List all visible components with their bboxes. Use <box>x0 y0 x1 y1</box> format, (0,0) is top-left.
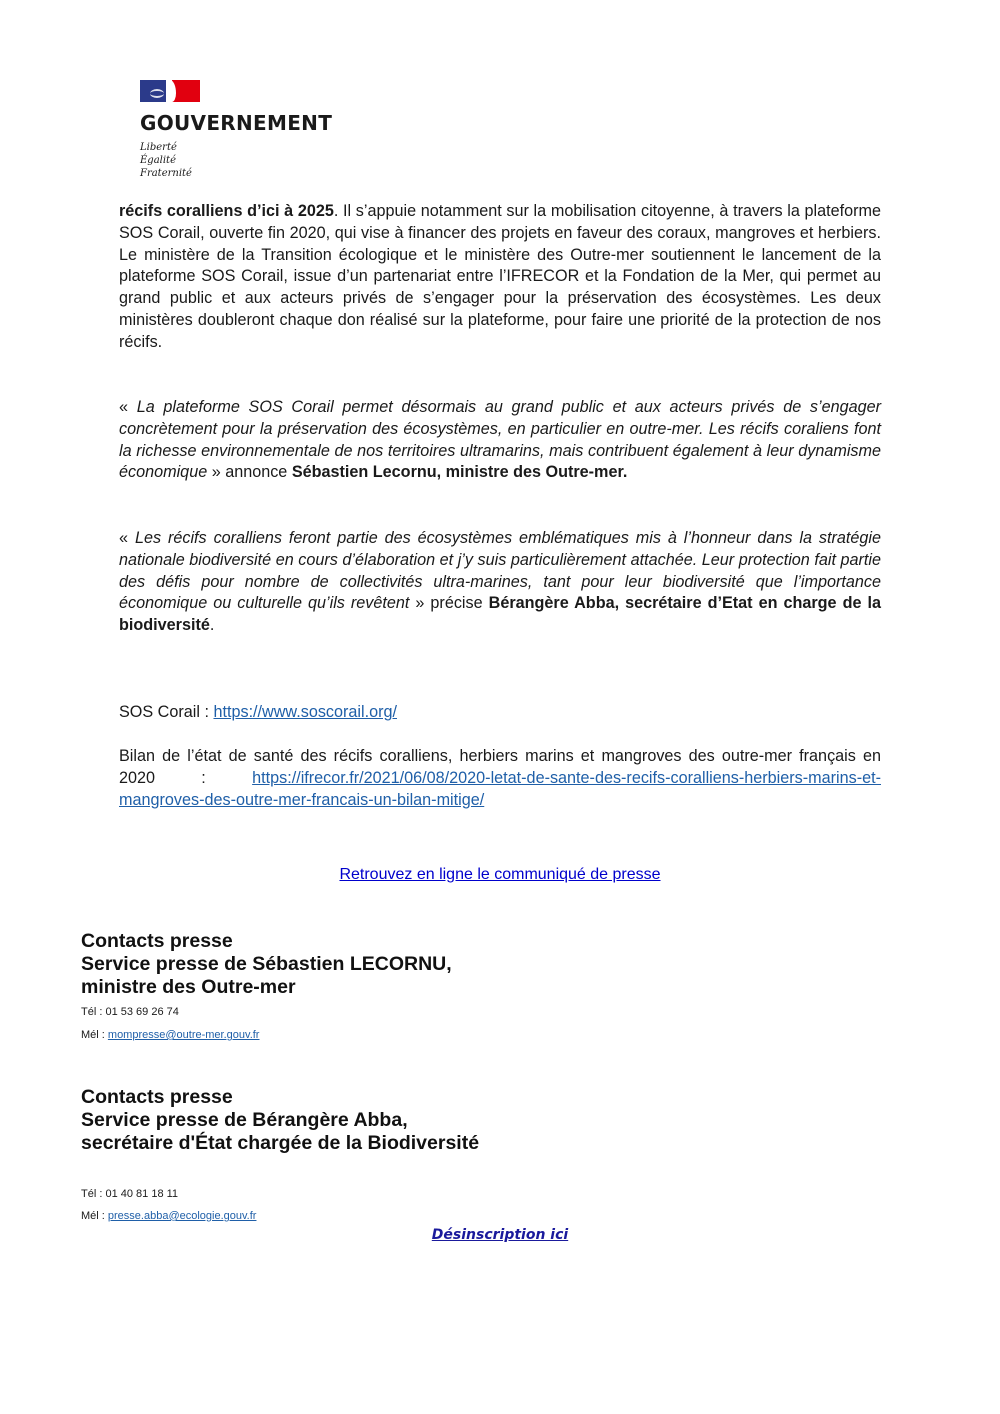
soscorail-link[interactable]: https://www.soscorail.org/ <box>213 703 397 721</box>
contact-phone-lecornu: Tél : 01 53 69 26 74 <box>81 1006 179 1018</box>
quote-abba: « Les récifs coralliens feront partie des écosystèmes emblématiques mis à l’honneur dans la stratégie nationale biodiversité en cours d’élaboration et j’y suis particulièrement attachée. Leur protection fait partie des défis pour nombre de collectivités ultra-marines, tant pour leur biodiversité que l’importance économique ou culturelle qu’ils revêtent » précise Bérangère Abba, secrétaire d’Etat en charge de la biodiversité. <box>119 529 881 635</box>
bilan-line: Bilan de l’état de santé des récifs coralliens, herbiers marins et mangroves des outre-mer français en 2020 : https://ifrecor.fr/2021/06/08/2020-letat-de-sante-des-recifs-coralliens-herbiers-marins-et-mangroves-des-outre-mer-francais-un-bilan-mitige/ <box>119 747 881 809</box>
republic-motto: Liberté Égalité Fraternité <box>140 142 192 179</box>
contact-email-lecornu: Mél : mompresse@outre-mer.gouv.fr <box>81 1029 260 1041</box>
email-link-abba[interactable]: presse.abba@ecologie.gouv.fr <box>107 1210 257 1222</box>
contact-heading-abba: Contacts presse Service presse de Bérangère Abba, secrétaire d'État chargée de la Biodiversité <box>81 1086 480 1154</box>
online-press-release <box>0 866 1000 884</box>
quote-lecornu: « La plateforme SOS Corail permet désormais au grand public et aux acteurs privés de s’engager concrètement pour la préservation des écosystèmes, en particulier en outre-mer. Les récifs coraliens font la richesse environnementale de nos territoires ultramarins, mais contribuent également à leur dynamisme économique » annonce Sébastien Lecornu, ministre des Outre-mer. <box>119 398 881 482</box>
ifrecor-bilan-link[interactable]: https://ifrecor.fr/2021/06/08/2020-letat-de-sante-des-recifs-coralliens-herbiers-marins-et-mangroves-des-outre-mer-francais-un-bilan-mitige/ <box>119 768 881 809</box>
sos-corail-line: SOS Corail : https://www.soscorail.org/ <box>119 703 397 721</box>
contact-heading-lecornu: Contacts presse Service presse de Sébastien LECORNU, ministre des Outre-mer <box>81 930 452 998</box>
logo-title: GOUVERNEMENT <box>140 111 333 135</box>
email-link-lecornu[interactable]: mompresse@outre-mer.gouv.fr <box>107 1029 260 1041</box>
unsubscribe <box>0 1227 1000 1243</box>
speaker-abba: Bérangère Abba, secrétaire d’Etat en charge de la biodiversité <box>119 594 881 635</box>
intro-paragraph: récifs coralliens d’ici à 2025. Il s’appuie notamment sur la mobilisation citoyenne, à travers la plateforme SOS Corail, ouverte fin 2020, qui vise à financer des projets en faveur des coraux, mangroves et herbiers. Le ministère de la Transition écologique et le ministère des Outre-mer soutiennent le lancement de la plateforme SOS Corail, issue d’un partenariat entre l’IFRECOR et la Fondation de la Mer, qui permet au grand public et aux acteurs privés de s’engager pour la préservation des écosystèmes. Les deux ministères doubleront chaque don réalisé sur la plateforme, pour faire une priorité de la protection de nos récifs. <box>119 202 881 351</box>
contact-phone-abba: Tél : 01 40 81 18 11 <box>81 1188 179 1200</box>
unsubscribe-link[interactable]: Désinscription ici <box>431 1227 569 1243</box>
speaker-lecornu: Sébastien Lecornu, ministre des Outre-mer. <box>291 463 628 482</box>
government-logo <box>140 80 332 180</box>
marianne-flag-icon <box>140 80 200 102</box>
contact-email-abba: Mél : presse.abba@ecologie.gouv.fr <box>81 1210 257 1222</box>
press-release-link[interactable]: Retrouvez en ligne le communiqué de presse <box>339 866 661 883</box>
